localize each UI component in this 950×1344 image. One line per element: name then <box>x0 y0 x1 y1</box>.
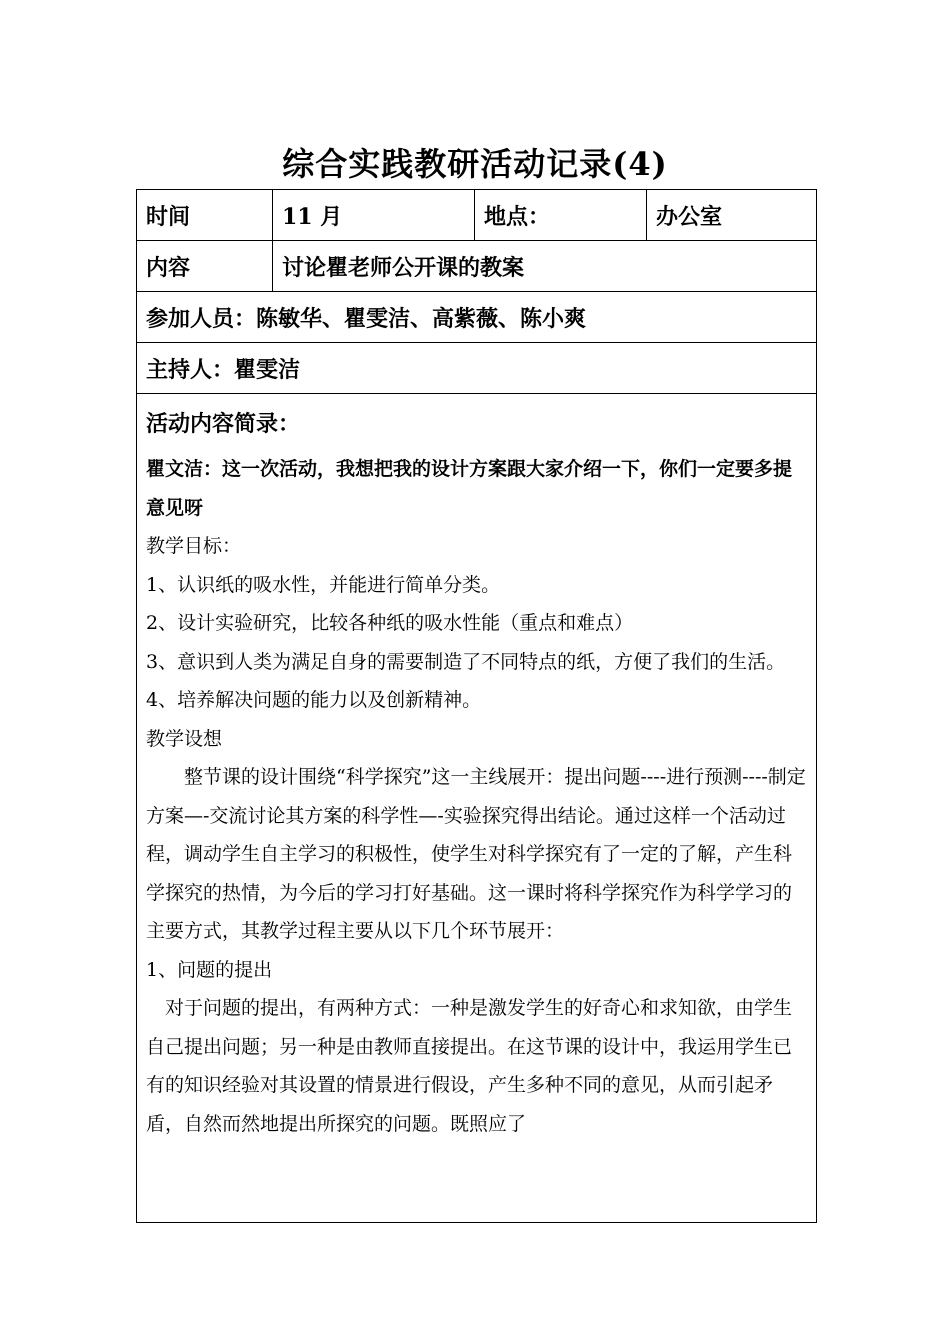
time-value: 11 月 <box>273 190 475 241</box>
host-row <box>137 343 817 394</box>
content-row <box>137 241 817 292</box>
place-label: 地点： <box>475 190 647 241</box>
time-label: 时间 <box>137 190 273 241</box>
participants-row <box>137 292 817 343</box>
place-value: 办公室 <box>647 190 817 241</box>
goal-item: 3、意识到人类为满足自身的需要制造了不同特点的纸，方便了我们的生活。 <box>146 650 786 673</box>
time-row <box>137 190 817 241</box>
step1-paragraph: 对于问题的提出，有两种方式：一种是激发学生的好奇心和求知欲，由学生自己提出问题；另一种是由教师直接提出。在这节课的设计中，我运用学生已有的知识经验对其设置的情景进行假设，产生多种不同的意见，从而引起矛盾，自然而然地提出所探究的问题。既照应了 <box>146 997 793 1135</box>
goal-item: 4、培养解决问题的能力以及创新精神。 <box>146 689 482 711</box>
record-heading: 活动内容简录： <box>146 411 301 437</box>
participants: 参加人员：陈敏华、瞿雯洁、高紫薇、陈小爽 <box>137 292 817 343</box>
page-title: 综合实践教研活动记录(4) <box>282 145 668 183</box>
design-paragraph: 整节课的设计围绕“科学探究”这一主线展开：提出问题----进行预测----制定方案—-交流讨论其方案的科学性—-实验探究得出结论。通过这样一个活动过程，调动学生自主学习的积极性，使学生对科学探究有了一定的了解，产生科学探究的热情，为今后的学习打好基础。这一课时将科学探究作为科学学习的主要方式，其教学过程主要从以下几个环节展开： <box>146 766 806 942</box>
design-heading: 教学设想 <box>146 727 223 750</box>
goal-item: 2、设计实验研究，比较各种纸的吸水性能（重点和难点） <box>146 612 634 634</box>
record-table <box>136 189 817 1223</box>
step1-heading: 1、问题的提出 <box>146 958 273 981</box>
content-label: 内容 <box>137 241 273 292</box>
record-body <box>137 394 817 1223</box>
goals-heading: 教学目标： <box>146 535 242 557</box>
content-value: 讨论瞿老师公开课的教案 <box>273 241 817 292</box>
goal-item: 1、认识纸的吸水性，并能进行简单分类。 <box>146 573 501 596</box>
intro-paragraph: 瞿文洁：这一次活动，我想把我的设计方案跟大家介绍一下，你们一定要多提意见呀 <box>146 458 793 519</box>
host: 主持人：瞿雯洁 <box>137 343 817 394</box>
record-row <box>137 394 817 1223</box>
